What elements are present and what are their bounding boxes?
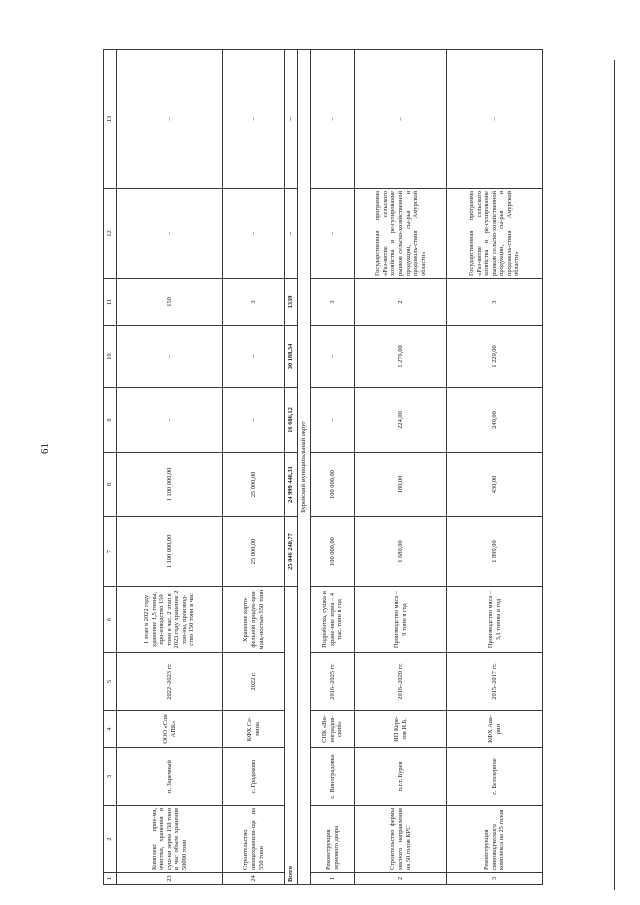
investment-col10: – [223, 326, 285, 388]
page-edge-line [614, 60, 615, 890]
program-name: – [310, 189, 355, 279]
project-name: Реконструкция зернового двора [310, 806, 355, 873]
investment-col9: – [116, 388, 223, 453]
project-location: с. Безозерное [447, 748, 543, 806]
table-row [116, 50, 223, 885]
project-name: Реконструкция свиноводческого комплекса на 25 голов [447, 806, 543, 873]
investment-col9: – [223, 388, 285, 453]
col13-value: – [355, 50, 447, 189]
project-organization: КФХ Ава-рин [447, 711, 543, 748]
investment-col9: 240,00 [447, 388, 543, 453]
col-header-3: 3 [104, 748, 117, 806]
page-number: 61 [39, 443, 51, 454]
col13-value: – [447, 50, 543, 189]
program-name: Государственная программа «Раз-витие сельского хозяйства и ре-гулирование рынков сельско-хозяйственной продукции, сы-рья и продоволь-ствия Амурской области» [447, 189, 543, 279]
col-header-8: 8 [104, 453, 117, 517]
total-col8: 24 999 446,31 [285, 453, 298, 517]
project-period: 2016–2025 гг. [310, 653, 355, 711]
jobs-count: 3 [223, 279, 285, 326]
project-period: 2016–2020 гг. [355, 653, 447, 711]
investment-total: 1 899,00 [447, 517, 543, 587]
project-period: 2022–2023 гг. [116, 653, 223, 711]
col13-value: – [116, 50, 223, 189]
col13-value: – [310, 50, 355, 189]
investment-total: 1 100 000,00 [116, 517, 223, 587]
jobs-count: 3 [310, 279, 355, 326]
row-number: 23 [116, 873, 223, 885]
table-row [223, 50, 285, 885]
investment-col10: 1 276,00 [355, 326, 447, 388]
column-number-row [104, 50, 117, 885]
investment-col9: – [310, 388, 355, 453]
col-header-12: 12 [104, 189, 117, 279]
row-number: 24 [223, 873, 285, 885]
col-header-9: 9 [104, 388, 117, 453]
project-organization: СПК «Ви-ноградов-ский» [310, 711, 355, 748]
project-organization: ИП Кере-зов И.Б. [355, 711, 447, 748]
project-organization: ООО «Сои АПК» [116, 711, 223, 748]
total-col12: – [285, 189, 298, 279]
total-col9: 16 606,12 [285, 388, 298, 453]
table-row [447, 50, 543, 885]
total-col13: – [285, 50, 298, 189]
investment-own: 430,00 [447, 453, 543, 517]
table-row [310, 50, 355, 885]
total-col10: 30 188,34 [285, 326, 298, 388]
investment-own: 1 100 000,00 [116, 453, 223, 517]
total-col7: 25 046 240,77 [285, 517, 298, 587]
investment-own: 180,00 [355, 453, 447, 517]
rotated-table-stage [103, 50, 543, 885]
total-row [285, 50, 298, 885]
investment-total: 25 000,00 [223, 517, 285, 587]
project-name: Комплекс прие-ма, очистки, хранения и суш-ки зерна 150 тонн в час объем хранения 50000 тонн [116, 806, 223, 873]
project-capacity: Хранение карто-фельной продук-ции мощ-ностью 550 тонн [223, 587, 285, 653]
col-header-4: 4 [104, 711, 117, 748]
project-capacity: Подработка, сушка и хране-ние зерна – 4 тыс. тонн в год [310, 587, 355, 653]
jobs-count: 2 [355, 279, 447, 326]
col-header-11: 11 [104, 279, 117, 326]
investment-projects-table [103, 49, 543, 885]
project-location: п.г.т. Бурея [355, 748, 447, 806]
row-number: 1 [310, 873, 355, 885]
table-row [355, 50, 447, 885]
project-capacity: Производство мяса – 3,1 тонны в год [447, 587, 543, 653]
project-location: с. Гродеково [223, 748, 285, 806]
row-number: 2 [355, 873, 447, 885]
program-name: – [223, 189, 285, 279]
col-header-7: 7 [104, 517, 117, 587]
investment-col10: – [310, 326, 355, 388]
project-period: 2022 г. [223, 653, 285, 711]
col-header-5: 5 [104, 653, 117, 711]
jobs-count: 150 [116, 279, 223, 326]
project-period: 2015–2017 гг. [447, 653, 543, 711]
col13-value: – [223, 50, 285, 189]
col-header-13: 13 [104, 50, 117, 189]
investment-own: 25 000,00 [223, 453, 285, 517]
investment-col10: – [116, 326, 223, 388]
project-location: с. Виноградовка [310, 748, 355, 806]
project-name: Строительство фермы мясного направления на 50 голов КРС [355, 806, 447, 873]
total-col11: 1339 [285, 279, 298, 326]
col-header-10: 10 [104, 326, 117, 388]
project-organization: КФХ Се-мина [223, 711, 285, 748]
investment-col9: 224,00 [355, 388, 447, 453]
row-number: 3 [447, 873, 543, 885]
investment-own: 100 000,00 [310, 453, 355, 517]
investment-total: 100 000,00 [310, 517, 355, 587]
project-capacity: 1 этап в 2022 году хранение 1,5 тонны, про-изводство 150 тонн в час. 2 этап в 2023 году хранение 2 тон-ны, производ-ство 150 тонн в час [116, 587, 223, 653]
total-label: Всего [285, 587, 298, 885]
col-header-2: 2 [104, 806, 117, 873]
jobs-count: 3 [447, 279, 543, 326]
program-name: – [116, 189, 223, 279]
project-location: п. Заречный [116, 748, 223, 806]
project-name: Строительство овощехранили-ща на 550 тонн [223, 806, 285, 873]
investment-col10: 1 220,00 [447, 326, 543, 388]
section-row [297, 50, 310, 885]
section-title: Бурейский муниципальный округ [297, 50, 310, 885]
program-name: Государственная программа «Раз-витие сельского хозяйства и ре-гулирование рынков сельско-хозяйственной продукции, сы-рья и продоволь-ствия Амурской области» [355, 189, 447, 279]
col-header-1: 1 [104, 873, 117, 885]
project-capacity: Производство мяса – 9 тонн в год [355, 587, 447, 653]
col-header-6: 6 [104, 587, 117, 653]
investment-total: 1 680,00 [355, 517, 447, 587]
